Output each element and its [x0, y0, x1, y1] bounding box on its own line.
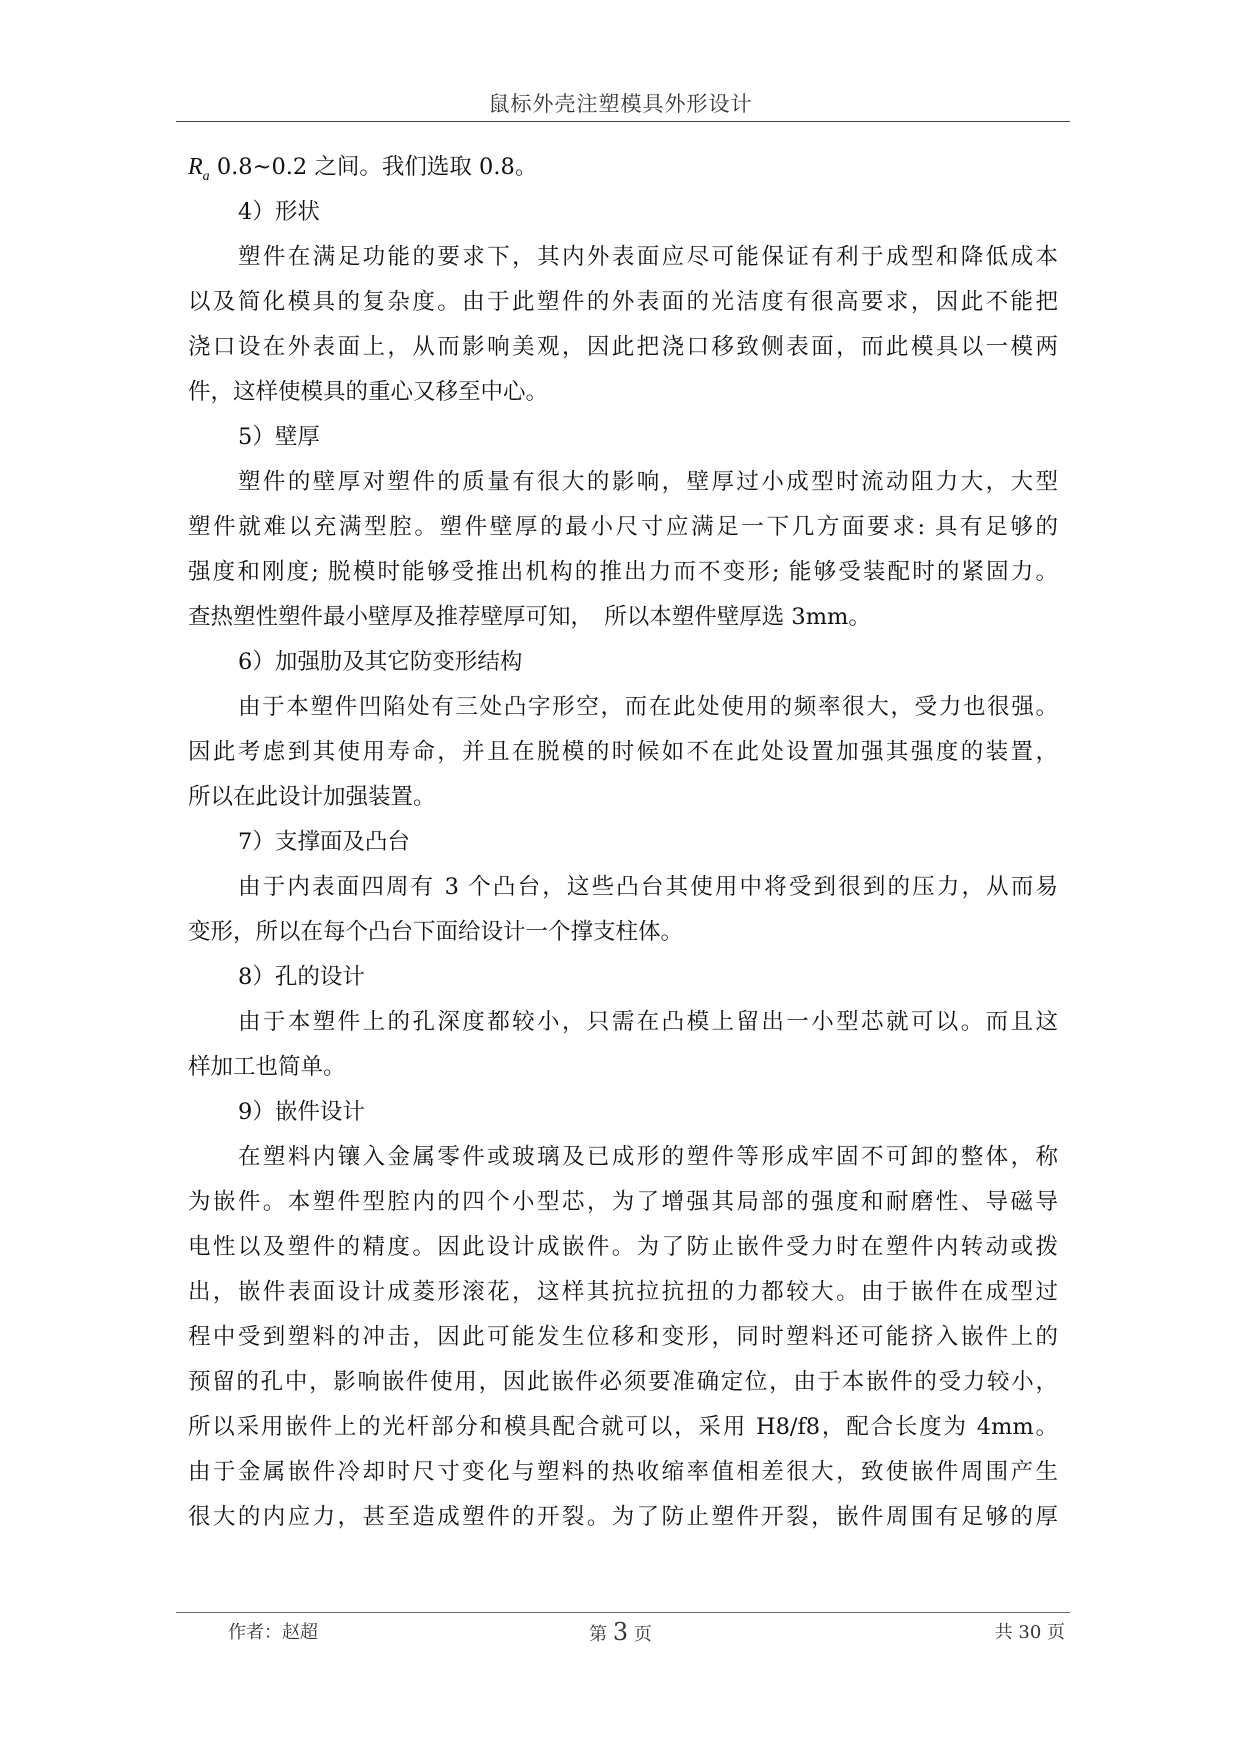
text-lines [188, 190, 1058, 1540]
paragraph-line: 样加工也简单。 [188, 1054, 346, 1080]
roughness-symbol: $R_a$ [188, 154, 210, 184]
section-heading: 5）壁厚 [238, 424, 320, 450]
document-body [188, 145, 1058, 1540]
paragraph-line: 程中受到塑料的冲击，因此可能发生位移和变形，同时塑料还可能挤入嵌件上的 [188, 1324, 1058, 1350]
header-rule [176, 121, 1070, 122]
paragraph-line: 塑件在满足功能的要求下，其内外表面应尽可能保证有利于成型和降低成本 [238, 244, 1058, 270]
footer [0, 1618, 1241, 1646]
section-heading: 4）形状 [238, 199, 320, 225]
paragraph-line: 因此考虑到其使用寿命，并且在脱模的时候如不在此处设置加强其强度的装置， [188, 739, 1058, 765]
paragraph-line: 由于本塑件上的孔深度都较小，只需在凸模上留出一小型芯就可以。而且这 [238, 1009, 1058, 1035]
paragraph-line: 在塑料内镶入金属零件或玻璃及已成形的塑件等形成牢固不可卸的整体，称 [238, 1144, 1058, 1170]
footer-page-number: 第 3 页 [589, 1618, 652, 1646]
paragraph-line: 强度和刚度; 脱模时能够受推出机构的推出力而不变形; 能够受装配时的紧固力。 [188, 559, 1058, 585]
paragraph-line: 出，嵌件表面设计成菱形滚花，这样其抗拉抗扭的力都较大。由于嵌件在成型过 [188, 1279, 1058, 1305]
paragraph-line: 所以在此设计加强装置。 [188, 784, 436, 810]
section-heading: 8）孔的设计 [238, 964, 365, 990]
footer-total-pages: 共 30 页 [994, 1622, 1065, 1643]
paragraph-line: 很大的内应力，甚至造成塑件的开裂。为了防止塑件开裂，嵌件周围有足够的厚 [188, 1504, 1058, 1530]
paragraph-line: 由于内表面四周有 3 个凸台，这些凸台其使用中将受到很到的压力，从而易 [238, 874, 1058, 900]
first-line-text: 0.8~0.2 之间。我们选取 0.8。 [209, 154, 538, 180]
paragraph-line: 塑件就难以充满型腔。塑件壁厚的最小尺寸应满足一下几方面要求: 具有足够的 [188, 514, 1058, 540]
header-title: 鼠标外壳注塑模具外形设计 [488, 92, 753, 116]
section-heading: 6）加强肋及其它防变形结构 [238, 649, 523, 675]
paragraph-line: 电性以及塑件的精度。因此设计成嵌件。为了防止嵌件受力时在塑件内转动或拨 [188, 1234, 1058, 1260]
paragraph-line: 以及简化模具的复杂度。由于此塑件的外表面的光洁度有很高要求，因此不能把 [188, 289, 1058, 315]
paragraph-line: 查热塑性塑件最小壁厚及推荐壁厚可知， 所以本塑件壁厚选 3mm。 [188, 604, 871, 630]
paragraph-line: 预留的孔中，影响嵌件使用，因此嵌件必须要准确定位，由于本嵌件的受力较小， [188, 1369, 1058, 1395]
paragraph-line: 变形，所以在每个凸台下面给设计一个撑支柱体。 [188, 919, 684, 945]
paragraph-line: 浇口设在外表面上，从而影响美观，因此把浇口移致侧表面，而此模具以一模两 [188, 334, 1058, 360]
paragraph-line: 所以采用嵌件上的光杆部分和模具配合就可以，采用 H8/f8，配合长度为 4mm。 [188, 1414, 1058, 1440]
paragraph-line: 件，这样使模具的重心又移至中心。 [188, 379, 549, 405]
footer-rule [176, 1612, 1070, 1613]
footer-author: 作者：赵超 [228, 1622, 318, 1643]
paragraph-line: 塑件的壁厚对塑件的质量有很大的影响，壁厚过小成型时流动阻力大，大型 [238, 469, 1058, 495]
section-heading: 7）支撑面及凸台 [238, 829, 410, 855]
paragraph-line: 由于金属嵌件冷却时尺寸变化与塑料的热收缩率值相差很大，致使嵌件周围产生 [188, 1459, 1058, 1485]
first-line [188, 145, 1058, 190]
section-heading: 9）嵌件设计 [238, 1099, 365, 1125]
paragraph-line: 由于本塑件凹陷处有三处凸字形空，而在此处使用的频率很大，受力也很强。 [238, 694, 1058, 720]
paragraph-line: 为嵌件。本塑件型腔内的四个小型芯，为了增强其局部的强度和耐磨性、导磁导 [188, 1189, 1058, 1215]
